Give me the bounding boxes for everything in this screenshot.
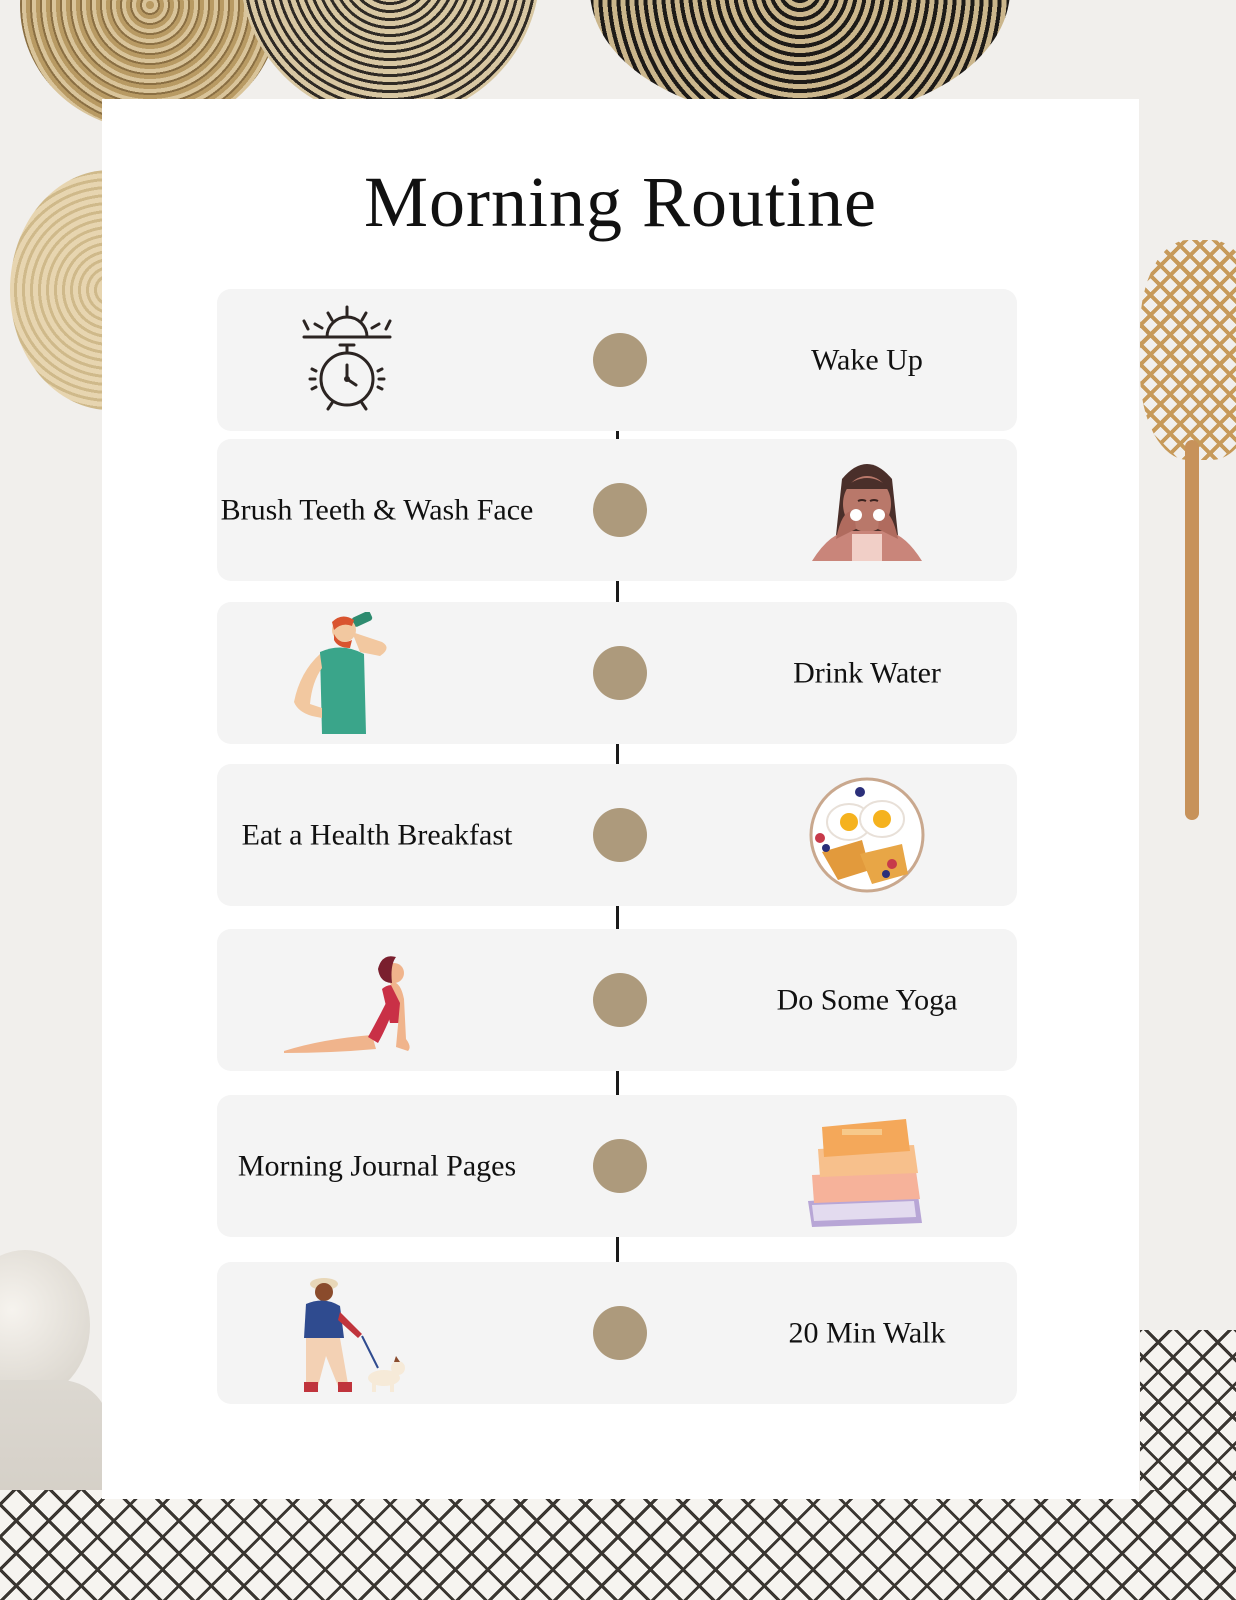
timeline-dot [593, 1139, 647, 1193]
book-stack-icon [802, 1105, 932, 1227]
face-washing-icon [802, 449, 932, 571]
routine-step-brush-teeth [217, 439, 1017, 581]
routine-step-drink-water [217, 602, 1017, 744]
step-label: Brush Teeth & Wash Face [220, 493, 534, 527]
patterned-rug [1140, 1330, 1236, 1500]
rattan-handle [1185, 440, 1199, 820]
routine-step-yoga [217, 929, 1017, 1071]
dog-walking-icon [282, 1272, 412, 1394]
page-title: Morning Routine [364, 162, 877, 242]
timeline-dot [593, 646, 647, 700]
man-drinking-water-icon [282, 612, 412, 734]
routine-step-walk [217, 1262, 1017, 1404]
woven-rattan-decor [1140, 240, 1236, 460]
timeline-dot [593, 808, 647, 862]
sun-alarm-clock-icon [282, 299, 412, 421]
routine-card [102, 99, 1139, 1499]
step-label: 20 Min Walk [788, 1316, 946, 1350]
routine-step-wake-up [217, 289, 1017, 431]
timeline-dot [593, 483, 647, 537]
timeline-dot [593, 1306, 647, 1360]
patterned-rug [0, 1490, 1236, 1600]
routine-step-journal [217, 1095, 1017, 1237]
step-label: Morning Journal Pages [237, 1149, 517, 1183]
step-label: Do Some Yoga [776, 983, 958, 1017]
step-label: Eat a Health Breakfast [241, 818, 513, 852]
breakfast-plate-icon [802, 774, 932, 896]
timeline-dot [593, 333, 647, 387]
yoga-pose-icon [282, 939, 412, 1061]
step-label: Wake Up [811, 343, 923, 377]
timeline-dot [593, 973, 647, 1027]
ceramic-bowl [0, 1250, 90, 1400]
step-label: Drink Water [793, 656, 941, 690]
routine-step-breakfast [217, 764, 1017, 906]
